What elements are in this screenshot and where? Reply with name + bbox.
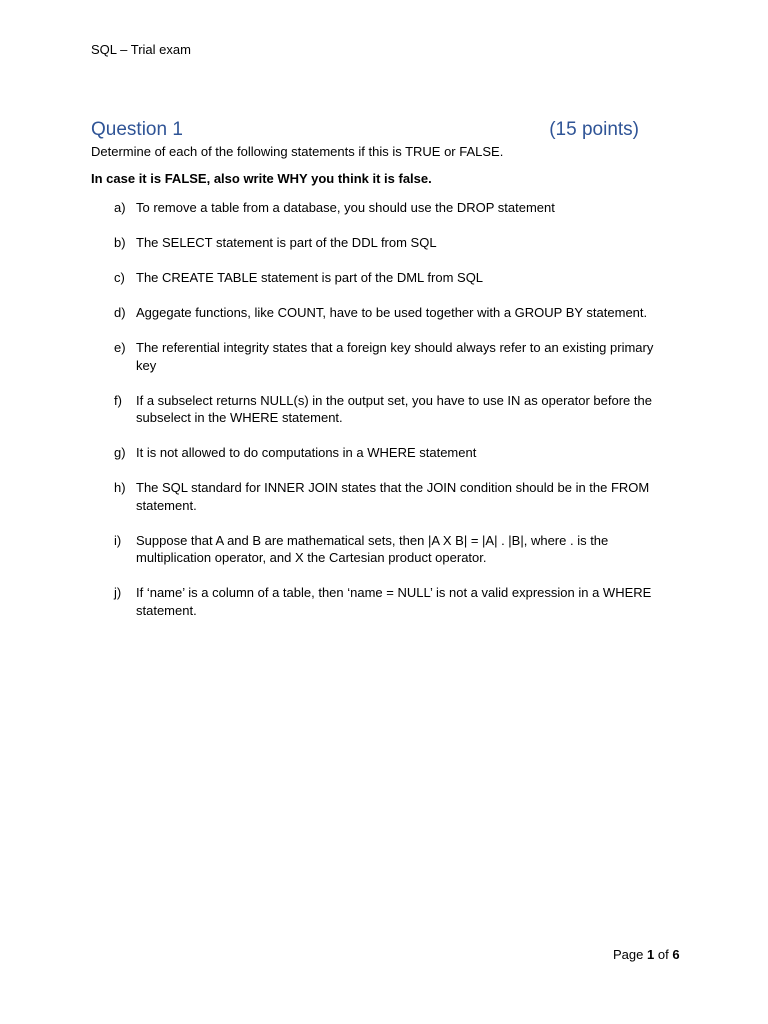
statement-item bbox=[91, 392, 671, 427]
statement-text: The SELECT statement is part of the DDL from SQL bbox=[136, 235, 437, 250]
footer-total-pages: 6 bbox=[672, 947, 680, 962]
statement-marker: h) bbox=[114, 480, 126, 495]
question-heading bbox=[91, 119, 639, 143]
page-header: SQL – Trial exam bbox=[91, 42, 191, 57]
question-intro: Determine of each of the following statements if this is TRUE or FALSE. bbox=[91, 144, 504, 159]
statement-text: Aggegate functions, like COUNT, have to be used together with a GROUP BY statement. bbox=[136, 305, 648, 320]
statement-list bbox=[91, 199, 671, 637]
footer-of-word: of bbox=[657, 947, 669, 962]
footer-page-word: Page bbox=[613, 947, 644, 962]
statement-text: It is not allowed to do computations in a WHERE statement bbox=[136, 445, 477, 460]
statement-text: Suppose that A and B are mathematical sets, then |A X B| = |A| . |B|, where . is the multiplication operator, and X the Cartesian product operator. bbox=[136, 532, 609, 565]
statement-item bbox=[91, 199, 671, 217]
statement-text: If ‘name’ is a column of a table, then ‘name = NULL’ is not a valid expression in a WHERE statement. bbox=[136, 585, 652, 618]
statement-marker: e) bbox=[114, 340, 126, 355]
statement-text: If a subselect returns NULL(s) in the output set, you have to use IN as operator before the subselect in the WHERE statement. bbox=[136, 392, 652, 425]
statement-item bbox=[91, 584, 671, 619]
statement-text: The SQL standard for INNER JOIN states that the JOIN condition should be in the FROM statement. bbox=[136, 480, 650, 513]
statement-text: The referential integrity states that a foreign key should always refer to an existing primary key bbox=[136, 340, 654, 373]
statement-item bbox=[91, 479, 671, 514]
question-title: Question 1 bbox=[91, 119, 183, 140]
statement-item bbox=[91, 304, 671, 322]
question-points: (15 points) bbox=[549, 119, 639, 140]
statement-item bbox=[91, 339, 671, 374]
statement-marker: i) bbox=[114, 532, 122, 548]
page-footer bbox=[613, 947, 680, 962]
question-instruction: In case it is FALSE, also write WHY you think it is false. bbox=[91, 171, 432, 186]
statement-marker: f) bbox=[114, 392, 122, 408]
statement-marker: c) bbox=[114, 270, 125, 285]
statement-text: To remove a table from a database, you should use the DROP statement bbox=[136, 200, 555, 215]
statement-marker: j) bbox=[114, 585, 122, 600]
statement-item bbox=[91, 532, 671, 567]
statement-marker: b) bbox=[114, 235, 126, 250]
statement-item bbox=[91, 444, 671, 462]
statement-marker: d) bbox=[114, 305, 126, 320]
statement-marker: g) bbox=[114, 445, 126, 460]
statement-marker: a) bbox=[114, 200, 126, 215]
footer-current-page: 1 bbox=[647, 947, 655, 962]
statement-item bbox=[91, 269, 671, 287]
statement-item bbox=[91, 234, 671, 252]
statement-text: The CREATE TABLE statement is part of the DML from SQL bbox=[136, 270, 484, 285]
